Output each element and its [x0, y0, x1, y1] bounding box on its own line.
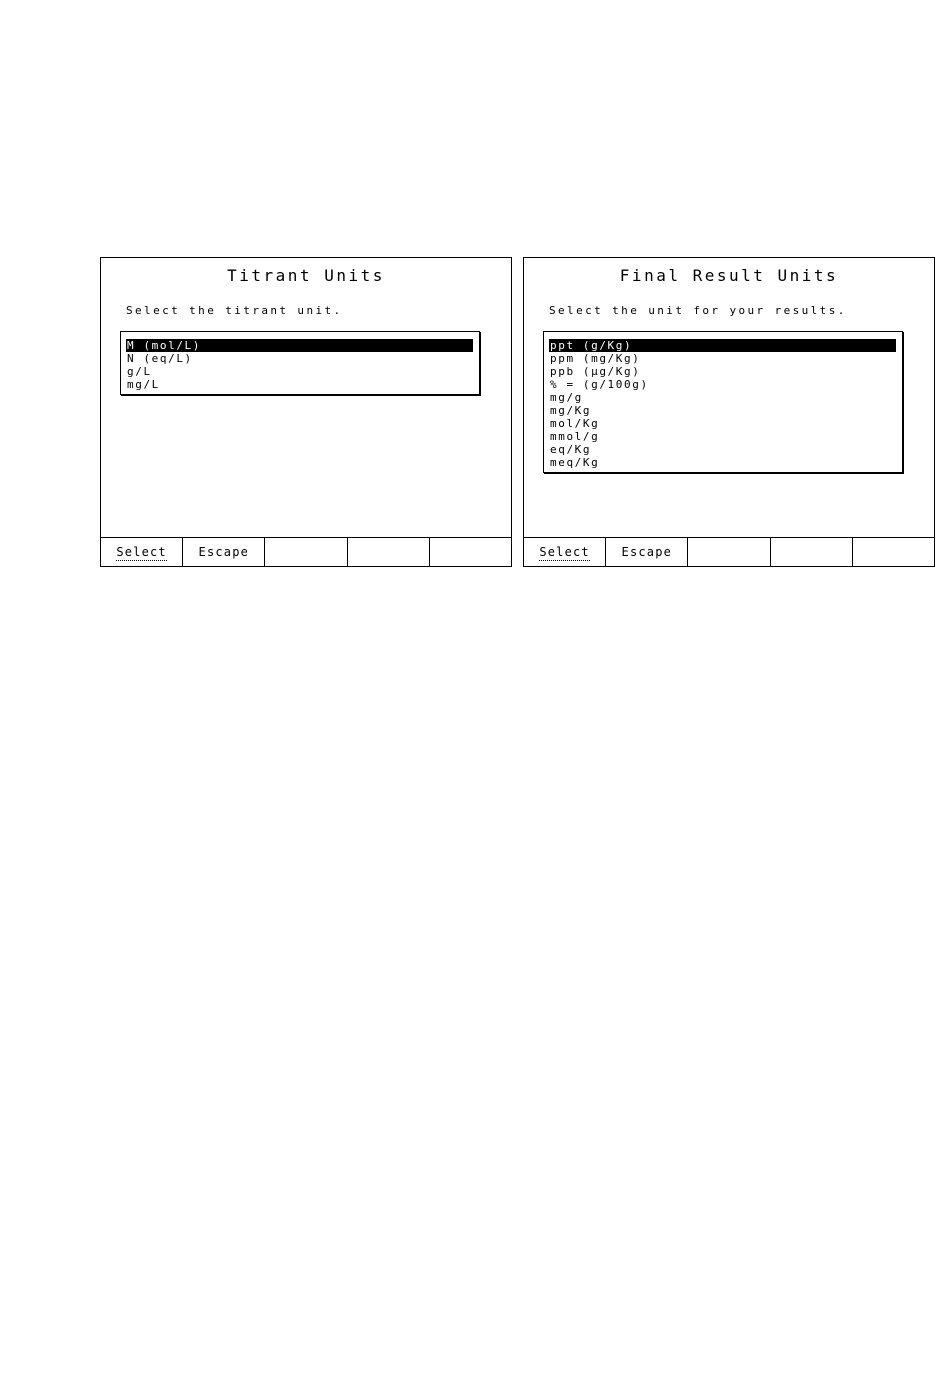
screen-prompt: Select the unit for your results.	[549, 304, 847, 317]
list-item[interactable]: ppm (mg/Kg)	[550, 352, 641, 365]
select-softkey[interactable]: Select	[524, 538, 606, 566]
list-item[interactable]: N (eq/L)	[127, 352, 193, 365]
escape-softkey[interactable]: Escape	[606, 538, 688, 566]
list-item[interactable]: % = (g/100g)	[550, 378, 649, 391]
list-item[interactable]: mmol/g	[550, 430, 600, 443]
list-item[interactable]: mg/Kg	[550, 404, 592, 417]
result-unit-list[interactable]	[543, 331, 903, 473]
list-item[interactable]: mol/Kg	[550, 417, 600, 430]
list-item-selected[interactable]: ppt (g/Kg)	[549, 339, 896, 352]
softkey-4[interactable]	[348, 538, 430, 566]
titrant-unit-list[interactable]	[120, 331, 480, 395]
softkey-4[interactable]	[771, 538, 853, 566]
list-item[interactable]: meq/Kg	[550, 456, 600, 469]
final-result-units-screen	[523, 257, 935, 567]
escape-softkey[interactable]: Escape	[183, 538, 265, 566]
screen-title: Titrant Units	[227, 266, 385, 285]
softkey-5[interactable]	[853, 538, 934, 566]
softkey-5[interactable]	[430, 538, 511, 566]
softkey-bar	[524, 537, 934, 566]
list-item[interactable]: eq/Kg	[550, 443, 592, 456]
titrant-units-screen	[100, 257, 512, 567]
screen-prompt: Select the titrant unit.	[126, 304, 343, 317]
list-item[interactable]: mg/g	[550, 391, 583, 404]
select-softkey[interactable]: Select	[101, 538, 183, 566]
softkey-3[interactable]	[688, 538, 770, 566]
list-item[interactable]: mg/L	[127, 378, 160, 391]
softkey-3[interactable]	[265, 538, 347, 566]
softkey-bar	[101, 537, 511, 566]
list-item-selected[interactable]: M (mol/L)	[126, 339, 473, 352]
list-item[interactable]: g/L	[127, 365, 152, 378]
screen-title: Final Result Units	[619, 266, 839, 285]
list-item[interactable]: ppb (µg/Kg)	[550, 365, 641, 378]
